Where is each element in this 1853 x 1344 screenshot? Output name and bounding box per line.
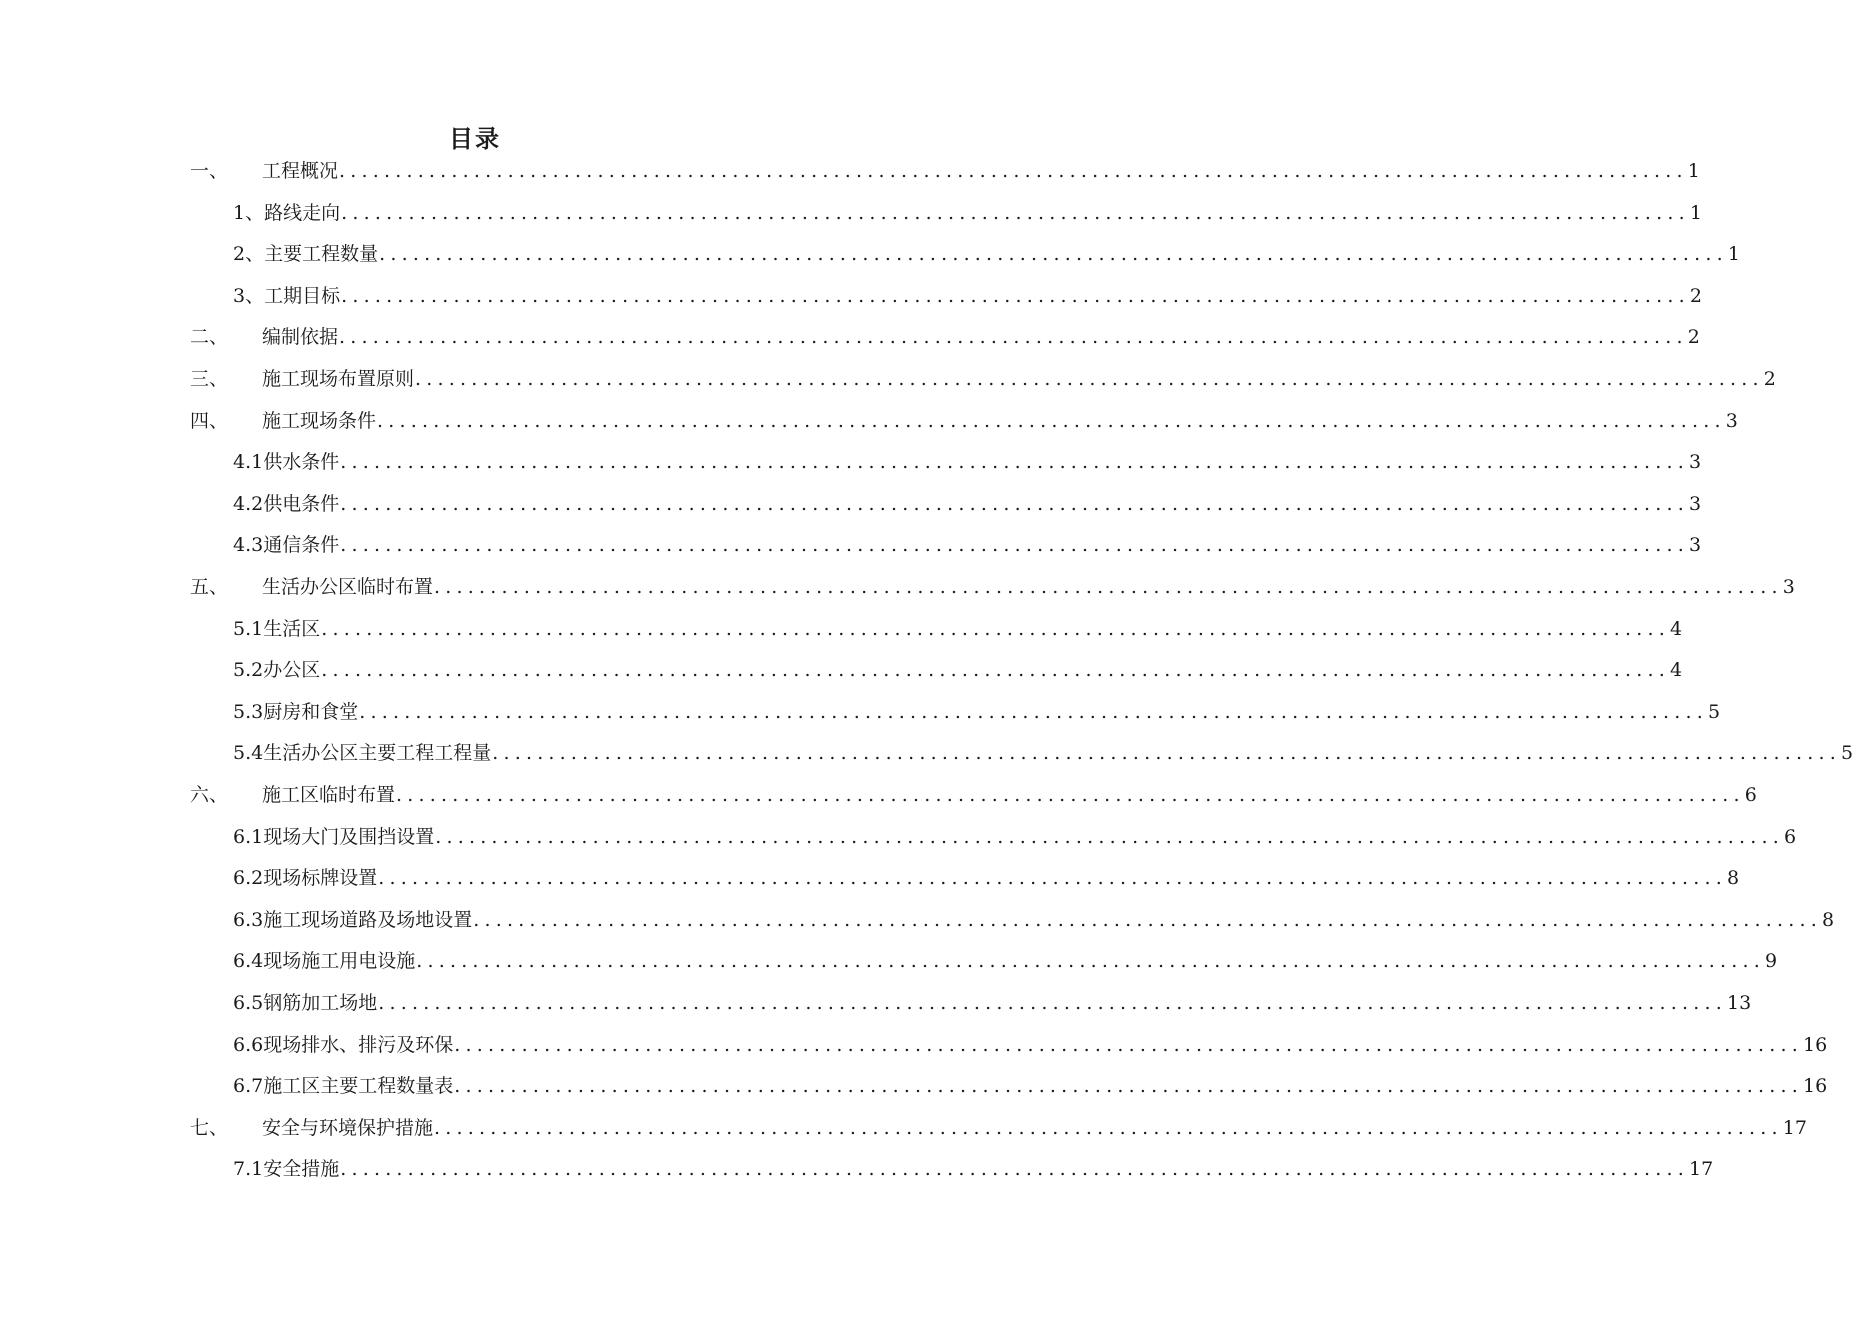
toc-entry-number: 4.1 xyxy=(233,451,264,474)
toc-entry-page-number: 13 xyxy=(1726,992,1752,1014)
toc-entry[interactable] xyxy=(233,441,1702,483)
toc-entry-page-number: 3 xyxy=(1782,576,1795,598)
toc-dot-leader: ........................................................................................................................ xyxy=(473,908,1822,931)
toc-entry-number: 三、 xyxy=(190,368,229,390)
toc-entry-page-number: 4 xyxy=(1669,659,1683,682)
toc-entry-number: 二、 xyxy=(190,326,229,349)
toc-entry-number: 6.4 xyxy=(233,950,264,973)
toc-entry-title: 施工现场道路及场地设置 xyxy=(263,908,473,931)
toc-dot-leader: ........................................................................................................................ xyxy=(321,659,1670,682)
toc-entry-title: 路线走向 xyxy=(264,201,341,224)
toc-entry-page-number: 4 xyxy=(1669,617,1683,640)
toc-entry[interactable] xyxy=(190,400,1738,442)
toc-dot-leader: ........................................................................................................................ xyxy=(341,284,1690,307)
toc-entry-title: 生活办公区主要工程工程量 xyxy=(263,742,492,765)
toc-entry-number: 1、 xyxy=(233,201,265,224)
toc-entry-number: 7.1 xyxy=(233,1158,264,1181)
toc-dot-leader: ........................................................................................................................ xyxy=(396,784,1745,806)
toc-dot-leader: ........................................................................................................................ xyxy=(454,1033,1803,1056)
toc-entry-title: 安全与环境保护措施 xyxy=(262,1116,434,1139)
toc-entry-page-number: 2 xyxy=(1689,284,1702,307)
toc-entry-page-number: 8 xyxy=(1821,908,1835,931)
toc-dot-leader: ........................................................................................................................ xyxy=(378,867,1727,890)
toc-entry-page-number: 3 xyxy=(1688,492,1702,515)
toc-dot-leader: ........................................................................................................................ xyxy=(492,742,1841,765)
toc-entry-page-number: 1 xyxy=(1727,243,1740,266)
toc-entry-number: 6.5 xyxy=(233,992,264,1014)
toc-dot-leader: ........................................................................................................................ xyxy=(434,576,1783,598)
toc-entry[interactable] xyxy=(190,1107,1807,1149)
toc-entry-title: 供水条件 xyxy=(263,451,340,474)
toc-entry-title: 安全措施 xyxy=(263,1158,340,1181)
toc-entry-title: 现场标牌设置 xyxy=(263,867,378,890)
toc-entry-number: 6.3 xyxy=(233,908,264,931)
toc-entry-page-number: 1 xyxy=(1689,201,1702,224)
toc-entry-number: 五、 xyxy=(190,576,229,598)
toc-entry-page-number: 2 xyxy=(1763,368,1776,390)
toc-entry-number: 一、 xyxy=(190,160,229,182)
toc-entry[interactable] xyxy=(190,774,1757,816)
toc-dot-leader: ........................................................................................................................ xyxy=(321,617,1670,640)
toc-entry-title: 施工区主要工程数量表 xyxy=(263,1075,454,1098)
toc-entry-page-number: 5 xyxy=(1707,700,1721,723)
toc-entry[interactable] xyxy=(233,857,1740,899)
toc-entry-page-number: 16 xyxy=(1802,1033,1828,1056)
toc-dot-leader: ........................................................................................................................ xyxy=(340,451,1689,474)
toc-entry-number: 5.2 xyxy=(233,659,264,682)
toc-entry-number: 3、 xyxy=(233,284,265,307)
toc-entry-number: 4.3 xyxy=(233,534,264,557)
toc-entry-title: 编制依据 xyxy=(262,326,339,349)
toc-dot-leader: ........................................................................................................................ xyxy=(341,201,1690,224)
toc-dot-leader: ........................................................................................................................ xyxy=(359,700,1708,723)
toc-dot-leader: ........................................................................................................................ xyxy=(340,534,1689,557)
toc-entry-page-number: 6 xyxy=(1744,784,1757,806)
toc-entry[interactable] xyxy=(233,649,1683,691)
toc-entry-title: 钢筋加工场地 xyxy=(263,992,378,1014)
toc-entry-number: 四、 xyxy=(190,409,229,432)
toc-entry-page-number: 1 xyxy=(1687,160,1700,182)
toc-entry[interactable] xyxy=(233,732,1853,774)
toc-entry-page-number: 16 xyxy=(1802,1075,1828,1098)
toc-entry-title: 施工区临时布置 xyxy=(262,784,396,806)
toc-dot-leader: ........................................................................................................................ xyxy=(415,368,1764,390)
toc-entry-number: 2、 xyxy=(233,243,265,266)
toc-entry-number: 6.7 xyxy=(233,1075,264,1098)
toc-entry-number: 5.1 xyxy=(233,617,264,640)
toc-entry-title: 施工现场布置原则 xyxy=(262,368,415,390)
toc-entry-page-number: 17 xyxy=(1782,1116,1807,1139)
toc-entry-number: 六、 xyxy=(190,784,229,806)
toc-dot-leader: ........................................................................................................................ xyxy=(340,1158,1689,1181)
toc-entry-page-number: 6 xyxy=(1783,825,1797,848)
toc-dot-leader: ........................................................................................................................ xyxy=(416,950,1765,973)
toc-entry[interactable] xyxy=(190,316,1700,358)
toc-entry[interactable] xyxy=(233,524,1702,566)
toc-entry-page-number: 3 xyxy=(1725,409,1738,432)
toc-entry[interactable] xyxy=(190,566,1795,608)
toc-entry[interactable] xyxy=(233,691,1721,733)
toc-entry[interactable] xyxy=(233,982,1752,1024)
toc-dot-leader: ........................................................................................................................ xyxy=(340,492,1689,515)
toc-entry[interactable] xyxy=(233,275,1702,317)
toc-dot-leader: ........................................................................................................................ xyxy=(379,243,1728,266)
toc-title: 目录 xyxy=(449,124,501,153)
toc-entry[interactable] xyxy=(233,816,1797,858)
toc-dot-leader: ........................................................................................................................ xyxy=(454,1075,1803,1098)
toc-entry[interactable] xyxy=(233,233,1740,275)
toc-entry-number: 4.2 xyxy=(233,492,264,515)
toc-dot-leader: ........................................................................................................................ xyxy=(377,409,1726,432)
toc-entry-page-number: 9 xyxy=(1764,950,1778,973)
toc-entry-title: 工程概况 xyxy=(262,160,339,182)
toc-entry[interactable] xyxy=(233,899,1835,941)
toc-entry[interactable] xyxy=(233,1065,1828,1107)
toc-entry-number: 6.6 xyxy=(233,1033,264,1056)
toc-entry[interactable] xyxy=(233,192,1702,234)
toc-entry-title: 现场大门及围挡设置 xyxy=(263,825,435,848)
toc-entry[interactable] xyxy=(233,1024,1828,1066)
toc-entry-title: 供电条件 xyxy=(263,492,340,515)
toc-entry-page-number: 8 xyxy=(1726,867,1740,890)
toc-entry-title: 厨房和食堂 xyxy=(263,700,359,723)
toc-entry-title: 生活办公区临时布置 xyxy=(262,576,434,598)
toc-entry-page-number: 3 xyxy=(1688,451,1702,474)
toc-entry-title: 现场排水、排污及环保 xyxy=(263,1033,454,1056)
toc-dot-leader: ........................................................................................................................ xyxy=(435,825,1784,848)
toc-entry-number: 5.4 xyxy=(233,742,264,765)
toc-entry[interactable] xyxy=(190,358,1776,400)
toc-entry-title: 现场施工用电设施 xyxy=(263,950,416,973)
toc-entry-page-number: 5 xyxy=(1840,742,1853,765)
toc-entry-number: 6.2 xyxy=(233,867,264,890)
toc-entry[interactable] xyxy=(190,150,1700,192)
toc-entry-number: 5.3 xyxy=(233,700,264,723)
toc-entry-title: 主要工程数量 xyxy=(264,243,379,266)
toc-dot-leader: ........................................................................................................................ xyxy=(434,1116,1783,1139)
toc-dot-leader: ........................................................................................................................ xyxy=(339,160,1688,182)
toc-entry-title: 施工现场条件 xyxy=(262,409,377,432)
toc-entry-title: 工期目标 xyxy=(264,284,341,307)
toc-entry-title: 办公区 xyxy=(263,659,321,682)
toc-entry-page-number: 3 xyxy=(1688,534,1702,557)
toc-entry[interactable] xyxy=(233,1148,1714,1190)
toc-dot-leader: ........................................................................................................................ xyxy=(339,326,1688,349)
toc-entry[interactable] xyxy=(233,483,1702,525)
toc-entry-title: 生活区 xyxy=(263,617,321,640)
toc-entry[interactable] xyxy=(233,608,1683,650)
toc-entry-title: 通信条件 xyxy=(263,534,340,557)
toc-entry-number: 6.1 xyxy=(233,825,264,848)
toc-dot-leader: ........................................................................................................................ xyxy=(378,992,1727,1014)
toc-entry[interactable] xyxy=(233,940,1778,982)
toc-entry-page-number: 17 xyxy=(1688,1158,1714,1181)
toc-entry-number: 七、 xyxy=(190,1116,229,1139)
toc-entry-page-number: 2 xyxy=(1687,326,1700,349)
